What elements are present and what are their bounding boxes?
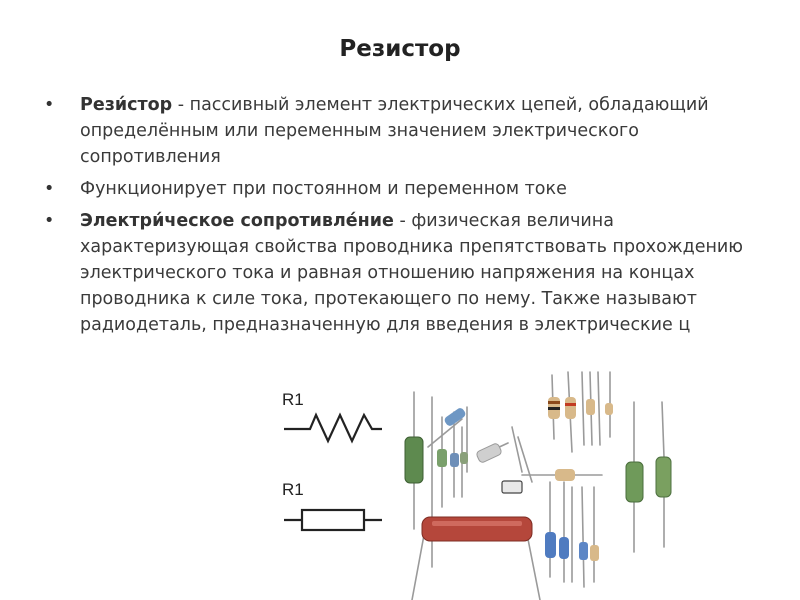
- bullet-text: - физическая величина характеризующая свойства проводника препятствовать прохождению электрического тока и равная отношению напряжения на концах проводника к силе тока, протекающего по нему. Также называют радиодеталь, предназначенную для введения в электрические ц: [80, 211, 744, 335]
- resistor-picture: [272, 357, 800, 600]
- symbol-label: R1: [282, 390, 304, 409]
- bullet-term: Рези́стор: [80, 95, 173, 115]
- bullet-item: [44, 176, 760, 202]
- bullet-text: - пассивный элемент электрических цепей, обладающий определённым или переменным значением электрического сопротивления: [80, 95, 709, 167]
- bullet-item: [44, 208, 760, 338]
- bullet-list: [44, 92, 760, 344]
- bullet-item: [44, 92, 760, 170]
- symbol-label: R1: [282, 480, 304, 499]
- resistor-illustration: [272, 357, 800, 600]
- rectangle-resistor-symbol: [284, 510, 382, 530]
- slide-title: Резистор: [339, 36, 461, 62]
- bullet-term: Электри́ческое сопротивле́ние: [80, 211, 394, 231]
- resistor-components: [405, 372, 671, 600]
- zigzag-resistor-symbol: [284, 415, 382, 441]
- bullet-text: Функционирует при постоянном и переменном токе: [80, 179, 567, 199]
